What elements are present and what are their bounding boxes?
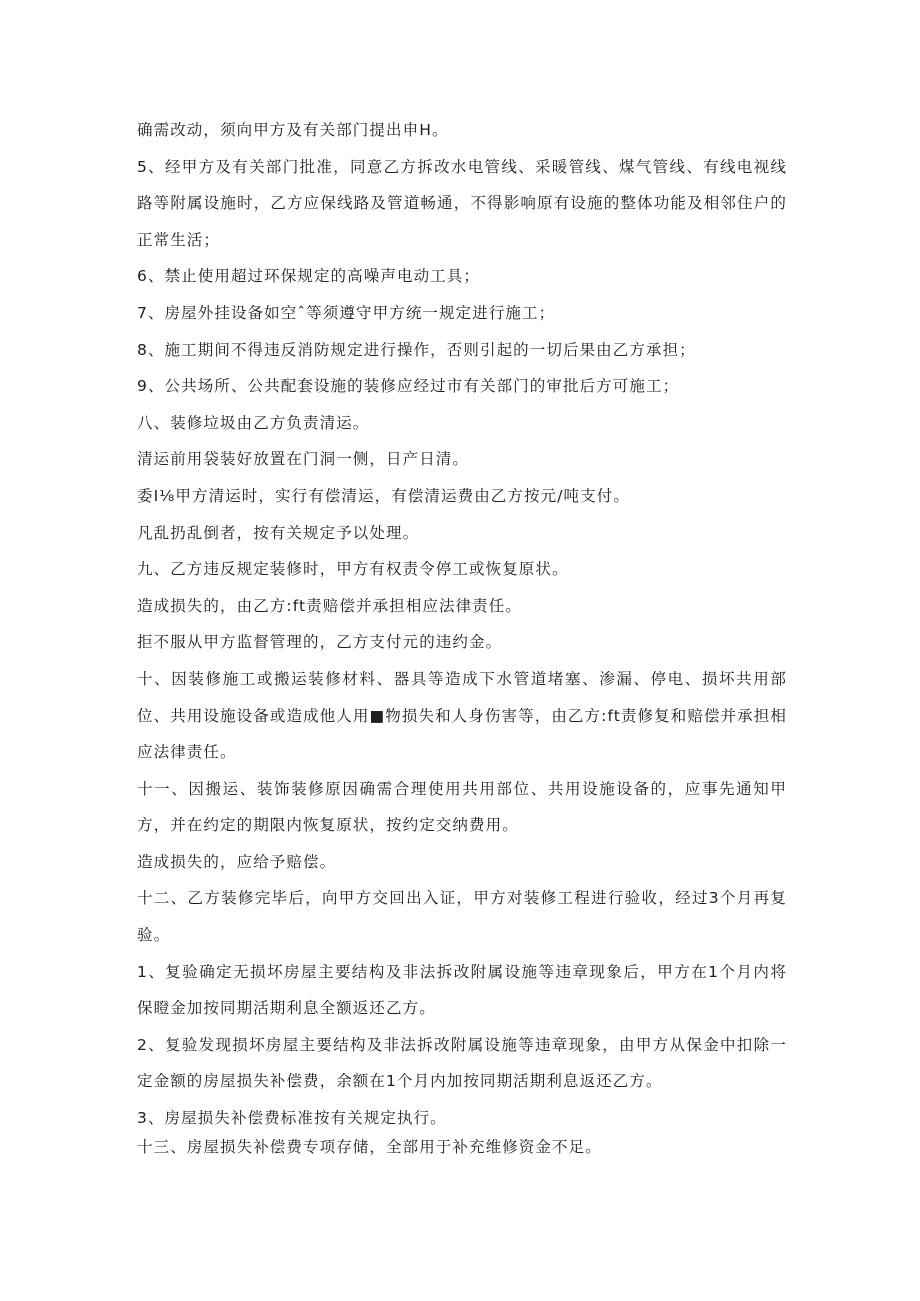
paragraph-reinspection-deduction: 2、复验发现损坏房屋主要结构及非法拆改附属设施等违章现象，由甲方从保金中扣除一定金额的房屋损失补偿费，余额在1个月内加按同期活期利息返还乙方。 (137, 1035, 787, 1091)
paragraph-reinspection-refund: 1、复验确定无损坏房屋主要结构及非法拆改附属设施等违章现象后，甲方在1个月内将保瞪金加按同期活期利息全额返还乙方。 (137, 962, 787, 1018)
paragraph-clause-6-noise: 6、禁止使用超过环保规定的高噪声电动工具； (137, 267, 480, 286)
document-body (137, 112, 787, 1165)
paragraph-section-8-waste: 八、装修垃圾由乙方负责清运。 (137, 413, 370, 432)
paragraph-dumping-penalty: 凡乱扔乱倒者，按有关规定予以处理。 (137, 523, 420, 542)
paragraph-section-13-storage: 十三、房屋损失补偿费专项存储，全部用于补充维修资金不足。 (137, 1137, 602, 1156)
paragraph-change-application: 确需改动，须向甲方及有关部门提出申H。 (137, 121, 449, 139)
paragraph-waste-bagging: 清运前用袋装好放置在门洞一侧，日产日清。 (137, 450, 470, 469)
paragraph-section-9-violations: 九、乙方违反规定装修时，甲方有权责令停工或恢复原状。 (137, 560, 569, 579)
paragraph-clause-8-fire-safety: 8、施工期间不得违反消防规定进行操作，否则引起的一切后果由乙方承担； (137, 340, 696, 359)
paragraph-loss-compensation: 造成损失的，由乙方:ft责赔偿并承担相应法律责任。 (137, 596, 522, 615)
paragraph-penalty-fee: 拒不服从甲方监督管理的，乙方支付元的违约金。 (137, 633, 503, 652)
paragraph-compensation: 造成损失的，应给予赔偿。 (137, 852, 337, 871)
paragraph-clause-5-utilities: 5、经甲方及有关部门批准，同意乙方拆改水电管线、采暖管线、煤气管线、有线电视线路等附属设施时，乙方应保线路及管道畅通，不得影响原有设施的整体功能及相邻住户的正常生活； (137, 157, 787, 249)
paragraph-clause-9-public-areas: 9、公共场所、公共配套设施的装修应经过市有关部门的审批后方可施工； (137, 377, 680, 396)
paragraph-clause-7-external-equipment: 7、房屋外挂设备如空ˆ等须遵守甲方统一规定进行施工； (137, 303, 556, 322)
paragraph-section-11-shared-facilities: 十一、因搬运、装饰装修原因确需合理使用共用部位、共用设施设备的，应事先通知甲方，并在约定的期限内恢复原状，按约定交纳费用。 (137, 779, 787, 835)
paragraph-paid-removal: 委I⅛甲方清运时，实行有偿清运，有偿清运费由乙方按元/吨支付。 (137, 486, 630, 505)
paragraph-section-12-inspection: 十二、乙方装修完毕后，向甲方交回出入证，甲方对装修工程进行验收，经过3个月再复验。 (137, 889, 787, 945)
paragraph-section-10-damage: 十、因装修施工或搬运装修材料、器具等造成下水管道堵塞、渗漏、停电、损坏共用部位、共用设施设备或造成他人用■物损失和人身伤害等，由乙方:ft责修复和赔偿并承担相应法律责任。 (137, 669, 787, 762)
paragraph-compensation-standard: 3、房屋损失补偿费标准按有关规定执行。 (137, 1109, 447, 1128)
